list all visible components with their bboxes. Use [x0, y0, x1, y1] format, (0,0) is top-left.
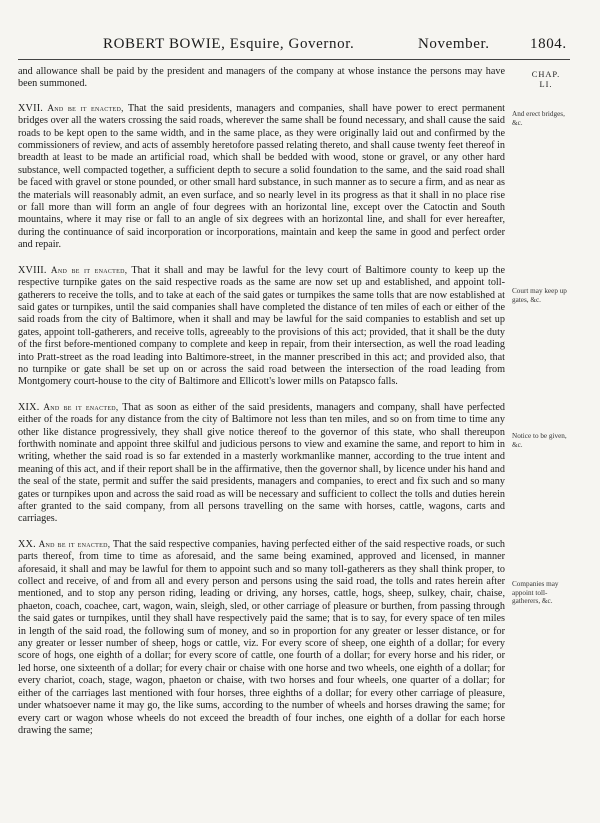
margin-note: And erect bridges, &c. — [512, 110, 565, 127]
section-paragraph — [18, 102, 505, 252]
running-head: ROBERT BOWIE, Esquire, Governor. — [103, 36, 355, 52]
section-enacted-clause: And be it enacted, — [50, 264, 128, 275]
margin-note: Notice to be given, &c. — [512, 432, 567, 449]
section-number: XIX. — [18, 401, 40, 413]
section-number: XVIII. — [18, 264, 47, 276]
margin-note: Court may keep up gates, &c. — [512, 287, 567, 304]
section-text: That the said presidents, managers and companies, shall have power to erect permanent bridges over all the waters crossing the said roads, wherever the same shall be found necessary, and shall cause the said roads to be kept open to the same width, and in the same place, as they were originally laid out and confirmed by the commissioners of review, and acts of assembly heretofore passed relating thereto, and shall cause twenty feet thereof in breadth at least to be made an artificial road, which shall be bedded with wood, stone or gravel, or any other hard substance, well compacted together, a sufficient depth to secure a solid foundation to the same, and the said road shall be faced with gravel or stone pounded, or other small hard substance, in such manner as to secure a firm, and as near as the materials will reasonably admit, an even surface, and so nearly level in its progress as that it shall in no place rise or fall more than will form an angle of four degrees with an horizontal line, except over the Catoctin and South mountains, where it may rise or fall to an angle of six degrees with an horizontal line, and shall for ever hereafter, during the continuance of said incorporation or incorporations, maintain and keep the same in good and perfect order and repair. — [18, 102, 505, 251]
header-rule — [18, 59, 570, 60]
section-text: That it shall and may be lawful for the levy court of Baltimore county to keep up the respective turnpike gates on the said respective roads as the same are now set up and established, and appoint toll-gatherers to receive the tolls, and to take at each of the said gates or turnpikes the same tolls that are now established at said gates or turnpikes, until the said companies shall have completed the distance of ten miles of each or either of the said roads from the city of Baltimore, when it shall and may be lawful for the said companies to establish and set up gates, appoint toll-gatherers, and receive tolls, agreeably to the provisions of this act; provided, that it shall be the duty of the first before-mentioned company to complete and keep in repair, from their intersection, as well the road leading into Pratt-street as the road leading into Baltimore-street, in the manner prescribed in this act; and provided also, that no turnpike or gate shall be set up on or across the said road between the intersection of the road leading from Montgomery court-house to the city of Baltimore and Ellicott's lower mills on Patapsco falls. — [18, 264, 506, 388]
header-month: November. — [418, 36, 490, 52]
section-paragraph — [18, 264, 505, 389]
margin-note: Companies may appoint toll-gatherers, &c. — [512, 580, 559, 606]
section-text: That as soon as either of the said presidents, managers and company, shall have perfected either of the roads for any distance from the city of Baltimore not less than ten miles, and so on from time to time any other like distance progressively, they shall give notice thereof to the governor of this state, who shall thereupon forthwith nominate and appoint three skilful and judicious persons to view and examine the same, and report to him in writing, whether the said road is so far extended in a masterly workmanlike manner, according to the true intent and meaning of this act, and if their report shall be in the affirmative, then the governor shall, by licence under his hand and the seal of the state, permit and suffer the said presidents, managers and companies, to erect and fix such and so many gates or turnpikes upon and across the said road as will be necessary and sufficient to collect the tolls and duties herein after granted to the said company, from all persons travelling on the same with horses, cattle, wagons, carts and carriages. — [18, 401, 505, 525]
section-enacted-clause: And be it enacted, — [38, 538, 111, 549]
opening-paragraph: and allowance shall be paid by the president and managers of the company at whose instance the persons may have been summoned. — [18, 66, 505, 90]
body-text — [18, 66, 505, 749]
chapter-number: LI. — [539, 80, 553, 89]
section-paragraph — [18, 538, 505, 738]
chapter-marker — [524, 70, 568, 90]
chapter-label: CHAP. — [531, 70, 561, 79]
section-number: XVII. — [18, 102, 44, 114]
header-year: 1804. — [530, 36, 567, 52]
section-number: XX. — [18, 538, 36, 550]
section-enacted-clause: And be it enacted, — [43, 401, 119, 412]
section-enacted-clause: And be it enacted, — [47, 102, 124, 113]
section-paragraph — [18, 401, 505, 526]
section-text: That the said respective companies, having perfected either of the said respective roads, or such parts thereof, from time to time as aforesaid, and the same being examined, approved and licensed, in manner aforesaid, it shall and may be lawful for them to appoint such and so many toll-gatherers as they shall think proper, to collect and receive, of and from all and every person and persons using the said road, the tolls and rates herein after mentioned, and to stop any person riding, leading or driving, any horses, cattle, hogs, sheep, sulkey, chair, chaise, phaeton, coach, coachee, cart, wagon, wain, sleigh, sled, or other carriage of pleasure or burthen, from passing through the said gates or turnpikes, until they shall have respectively paid the same; that is to say, for every space of ten miles in length of the said road, the following sum of money, and so in proportion for any greater or lesser distance, or for any greater or lesser number of sheep, hogs or cattle, viz. For every score of sheep, one eighth of a dollar; for every score of hogs, one eighth of a dollar; for every score of cattle, one fourth of a dollar; for every horse and his rider, or led horse, one sixteenth of a dollar; for every chair or chaise with one horse and two wheels, one eighth of a dollar; for every chariot, coach, stage, wagon, phaeton or chaise, with two horses and four wheels, one quarter of a dollar; for either of the carriages last mentioned with four horses, three eighths of a dollar; for every other carriage of pleasure, under whatsoever name it may go, the like sums, according to the number of wheels and horses drawing the same; for every cart or wagon whose wheels do not exceed the breadth of four inches, one eighth of a dollar for each horse drawing the same; — [18, 538, 505, 736]
